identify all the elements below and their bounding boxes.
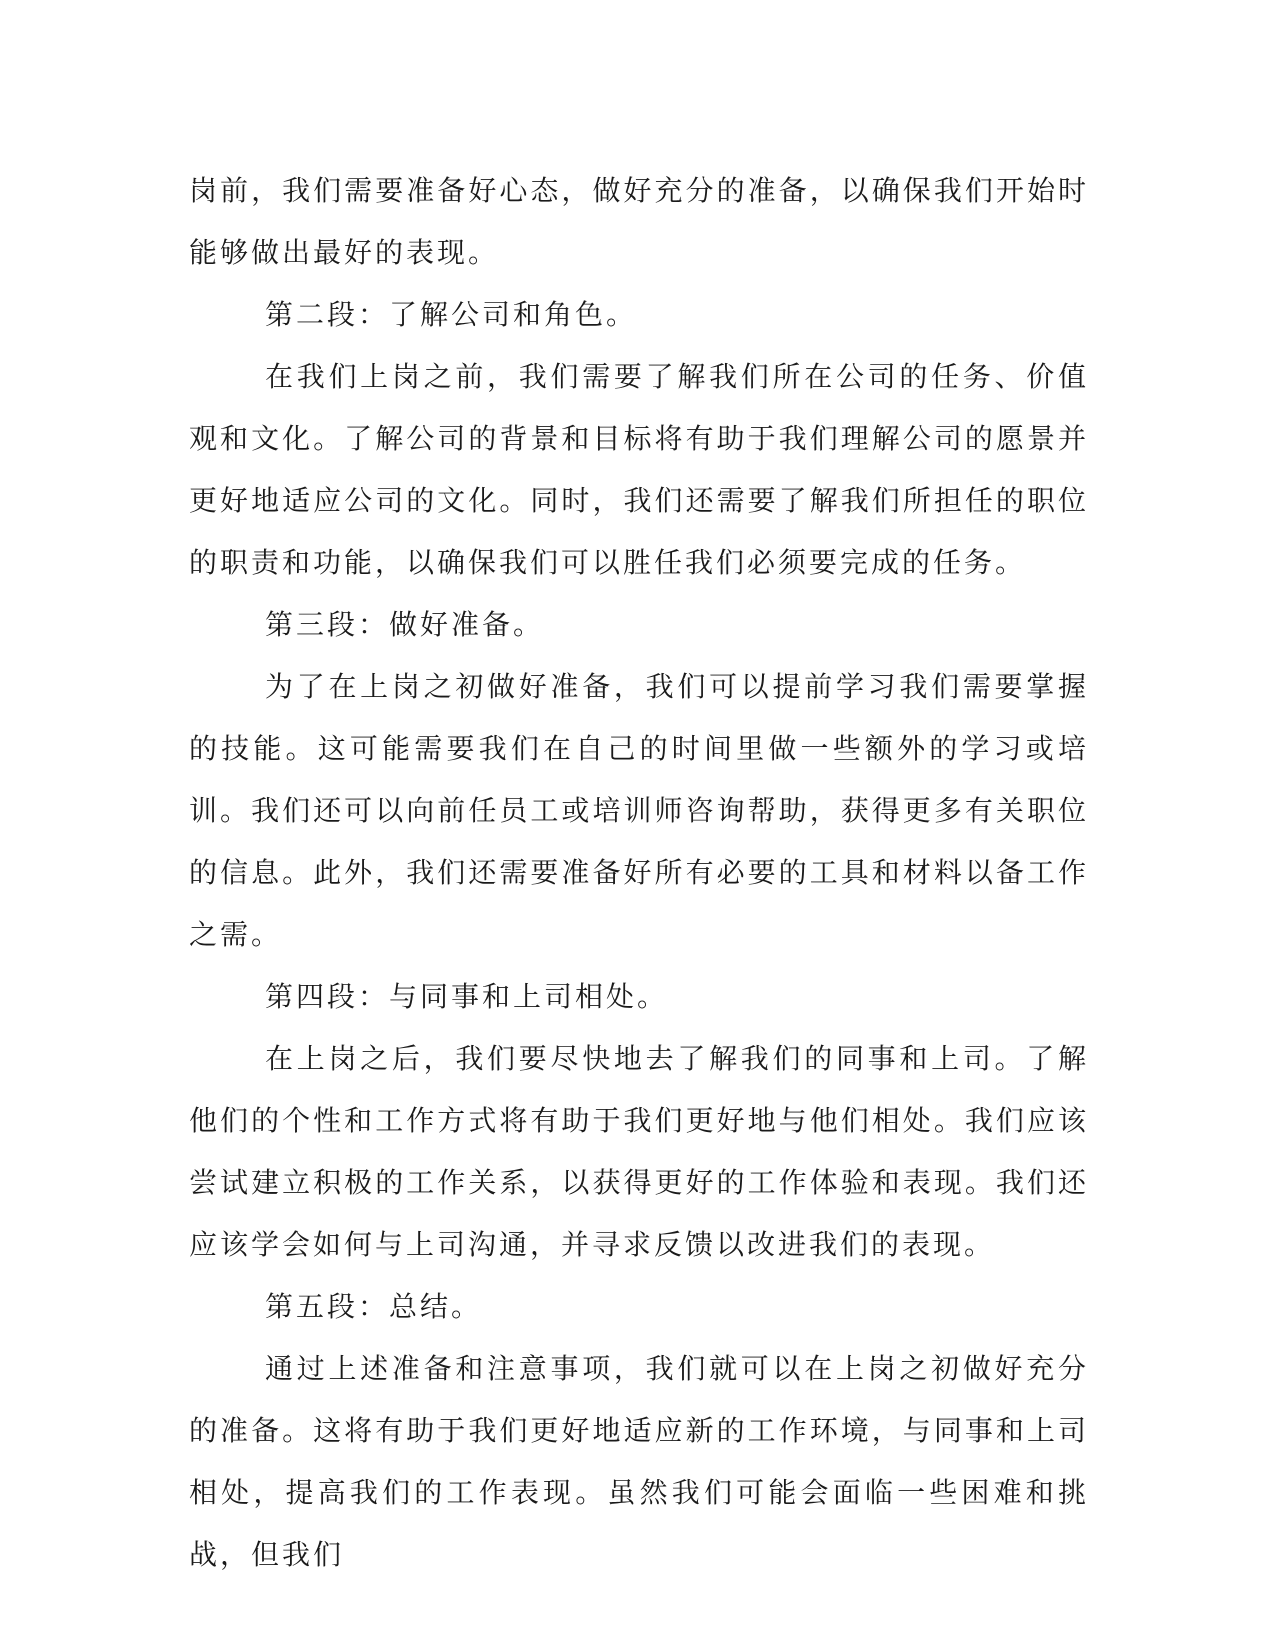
section-heading-5: 第五段：总结。 bbox=[265, 1290, 483, 1323]
section-heading-4: 第四段：与同事和上司相处。 bbox=[265, 980, 669, 1013]
paragraph-colleagues: 在上岗之后，我们要尽快地去了解我们的同事和上司。了解他们的个性和工作方式将有助于我们更好地与他们相处。我们应该尝试建立积极的工作关系，以获得更好的工作体验和表现。我们还应该学会如何与上司沟通，并寻求反馈以改进我们的表现。 bbox=[189, 1042, 1089, 1261]
paragraph-company-role: 在我们上岗之前，我们需要了解我们所在公司的任务、价值观和文化。了解公司的背景和目标将有助于我们理解公司的愿景并更好地适应公司的文化。同时，我们还需要了解我们所担任的职位的职责和功能，以确保我们可以胜任我们必须要完成的任务。 bbox=[189, 360, 1089, 579]
section-heading-2: 第二段：了解公司和角色。 bbox=[265, 298, 638, 331]
document-body bbox=[189, 160, 1089, 1586]
paragraph-summary: 通过上述准备和注意事项，我们就可以在上岗之初做好充分的准备。这将有助于我们更好地适应新的工作环境，与同事和上司相处，提高我们的工作表现。虽然我们可能会面临一些困难和挑战，但我们 bbox=[189, 1352, 1089, 1571]
paragraph-intro-continued: 岗前，我们需要准备好心态，做好充分的准备，以确保我们开始时能够做出最好的表现。 bbox=[189, 174, 1089, 269]
paragraph-preparation: 为了在上岗之初做好准备，我们可以提前学习我们需要掌握的技能。这可能需要我们在自己的时间里做一些额外的学习或培训。我们还可以向前任员工或培训师咨询帮助，获得更多有关职位的信息。此外，我们还需要准备好所有必要的工具和材料以备工作之需。 bbox=[189, 670, 1089, 951]
section-heading-3: 第三段：做好准备。 bbox=[265, 608, 545, 641]
